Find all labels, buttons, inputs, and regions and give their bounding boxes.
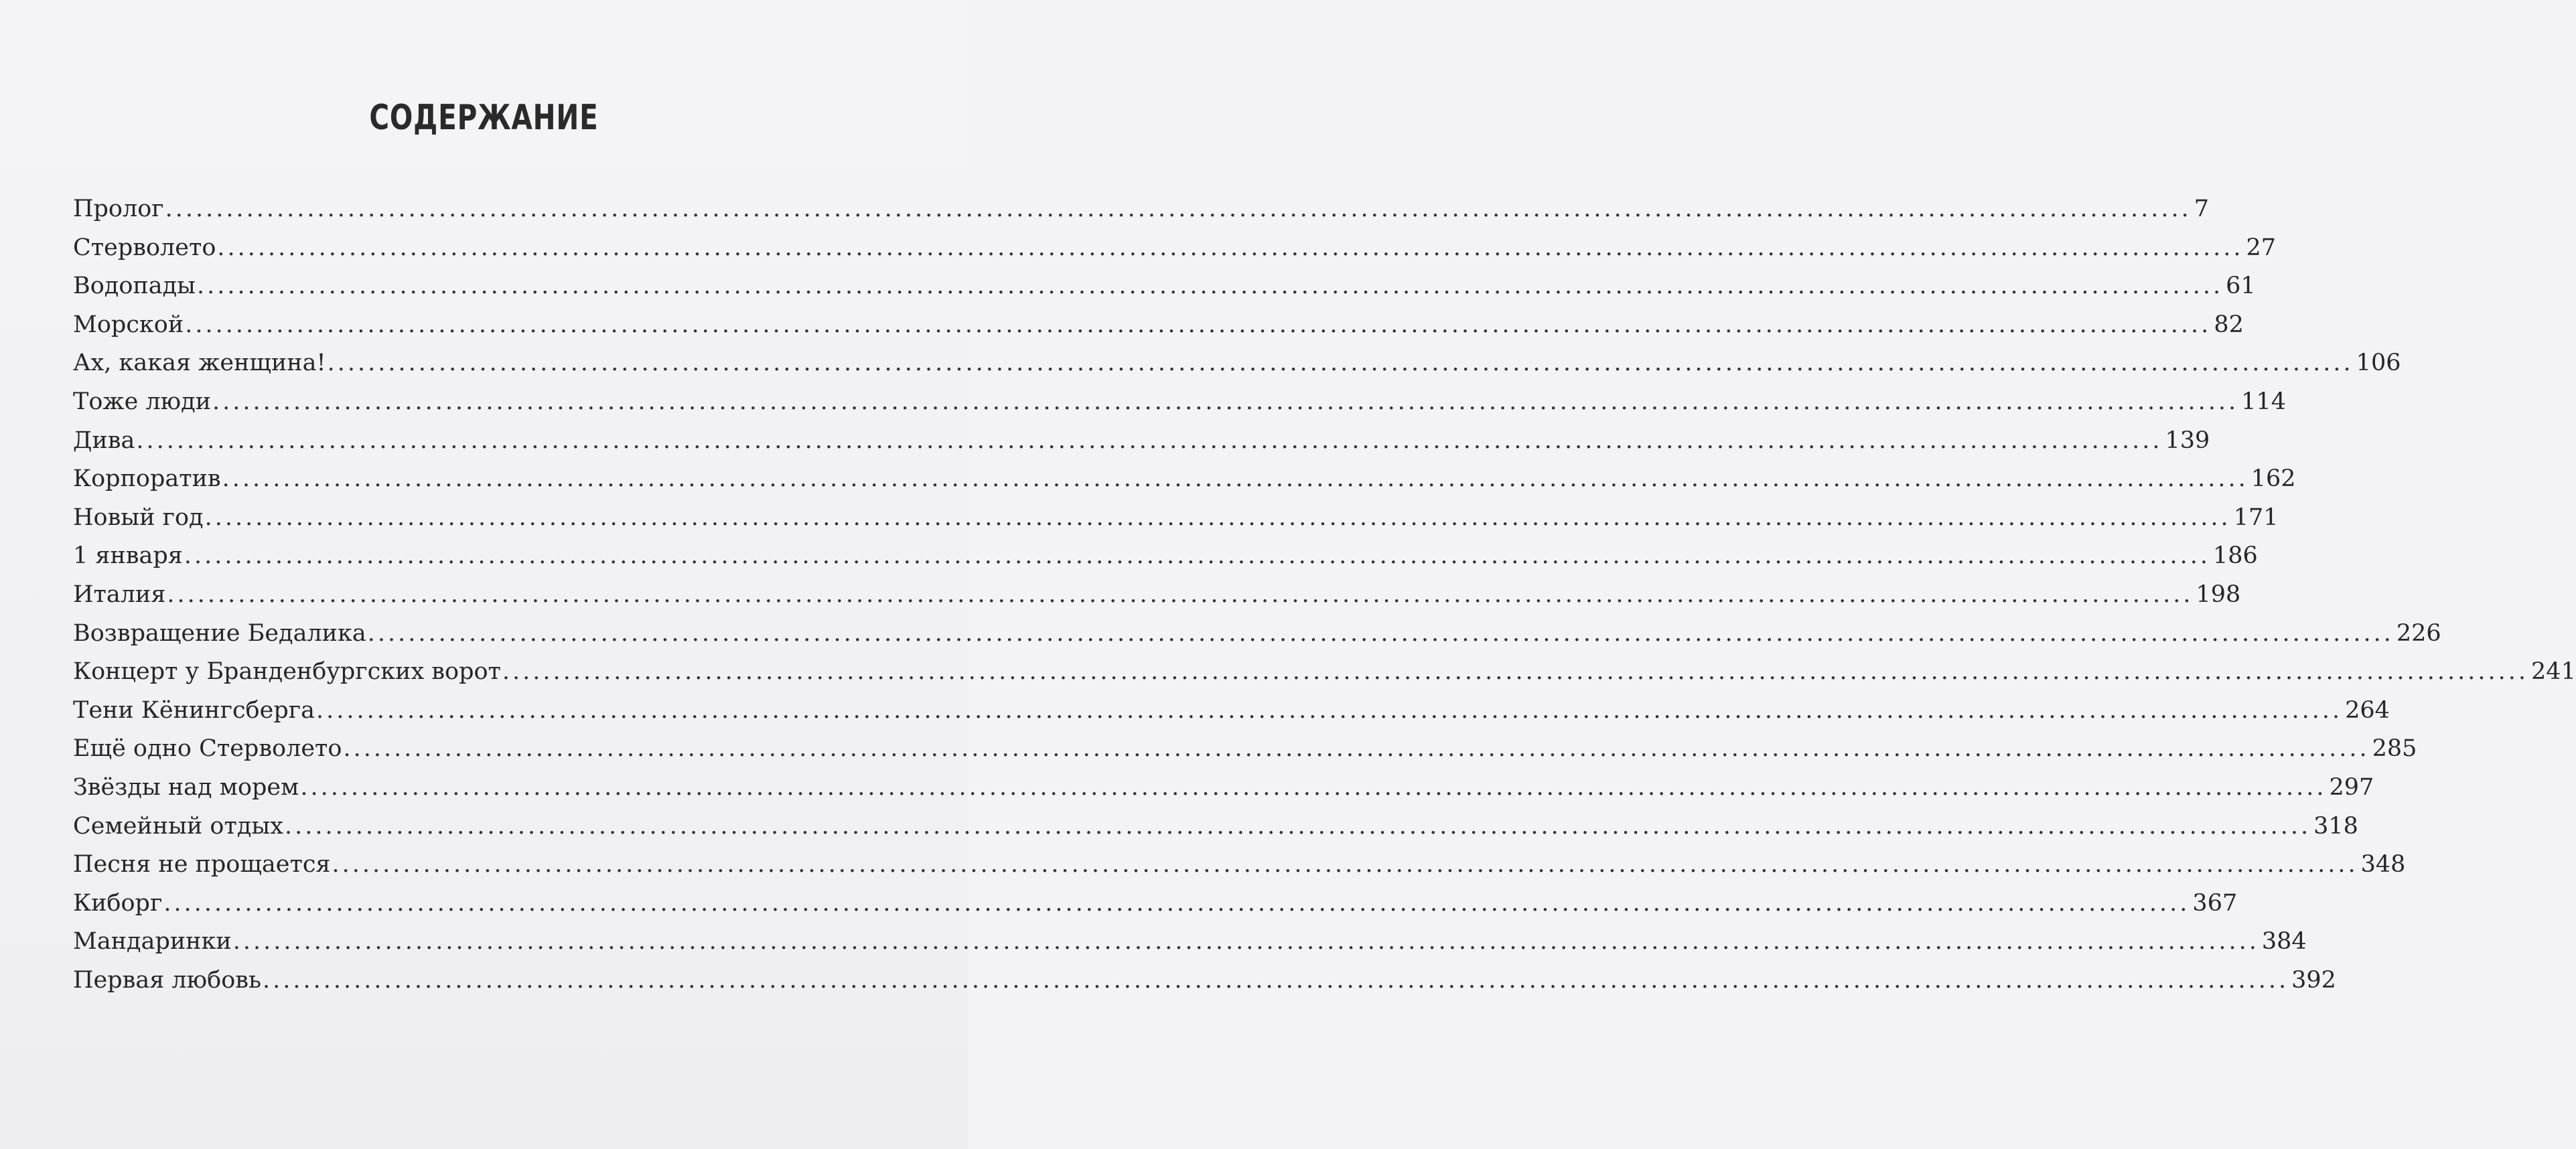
- toc-leader-dots: ........................................................................................................................................................................................................: [185, 311, 2212, 338]
- toc-entry-page: 106: [2356, 350, 2401, 377]
- toc-leader-dots: ........................................................................................................................................................................................................: [367, 619, 2394, 647]
- toc-entry-title: Корпоратив: [73, 465, 221, 493]
- toc-entry-title: Киборг: [73, 889, 163, 917]
- toc-entry-title: Водопады: [73, 273, 196, 300]
- toc-entry: [73, 576, 2241, 615]
- toc-entry-page: 367: [2192, 889, 2238, 917]
- toc-entry-page: 139: [2165, 427, 2210, 454]
- toc-entry-page: 198: [2196, 581, 2241, 608]
- toc-entry: [73, 499, 2279, 538]
- toc-entry-page: 348: [2360, 851, 2406, 878]
- toc-entry-title: Новый год: [73, 504, 204, 531]
- toc-entry: [73, 730, 2417, 769]
- toc-entry-page: 61: [2226, 273, 2256, 300]
- toc-entry-title: Концерт у Бранденбургских ворот: [73, 658, 501, 686]
- toc-entry: [73, 344, 2401, 383]
- toc-leader-dots: ........................................................................................................................................................................................................: [197, 273, 2224, 300]
- toc-entry: [73, 190, 2210, 229]
- toc-leader-dots: ........................................................................................................................................................................................................: [263, 966, 2289, 994]
- toc-leader-dots: ........................................................................................................................................................................................................: [212, 388, 2239, 415]
- toc-entry: [73, 692, 2390, 731]
- toc-entry-page: 186: [2212, 542, 2258, 570]
- toc-entry-title: 1 января: [73, 542, 183, 570]
- toc-entry-page: 171: [2233, 504, 2279, 531]
- toc-entry-title: Морской: [73, 311, 184, 338]
- toc-entry: [73, 229, 2277, 268]
- toc-entry: [73, 885, 2238, 923]
- toc-entry-page: 82: [2214, 311, 2244, 338]
- page-title: СОДЕРЖАНИЕ: [369, 98, 599, 138]
- toc-entry: [73, 267, 2256, 306]
- toc-leader-dots: ........................................................................................................................................................................................................: [204, 504, 2231, 531]
- toc-leader-dots: ........................................................................................................................................................................................................: [217, 234, 2244, 261]
- toc-entry: [73, 537, 2258, 576]
- toc-entry-page: 264: [2345, 696, 2390, 724]
- toc-leader-dots: ........................................................................................................................................................................................................: [343, 735, 2370, 763]
- toc-entry-page: 285: [2372, 735, 2417, 763]
- toc-leader-dots: ........................................................................................................................................................................................................: [167, 581, 2194, 608]
- toc-entry-page: 318: [2313, 812, 2358, 840]
- toc-leader-dots: ........................................................................................................................................................................................................: [232, 928, 2259, 955]
- toc-entry: [73, 615, 2441, 654]
- toc-entry: [73, 769, 2374, 808]
- toc-entry-title: Дива: [73, 427, 135, 454]
- toc-leader-dots: ........................................................................................................................................................................................................: [222, 465, 2248, 493]
- toc-leader-dots: ........................................................................................................................................................................................................: [165, 196, 2192, 222]
- toc-entry-title: Первая любовь: [73, 966, 262, 994]
- toc-leader-dots: ........................................................................................................................................................................................................: [300, 773, 2327, 801]
- toc-entry-title: Звёзды над морем: [73, 773, 299, 801]
- toc-entry-title: Тоже люди: [73, 388, 212, 415]
- toc-leader-dots: ........................................................................................................................................................................................................: [502, 658, 2529, 686]
- toc-entry-page: 27: [2246, 234, 2277, 261]
- toc-leader-dots: ........................................................................................................................................................................................................: [184, 542, 2210, 570]
- toc-entry: [73, 962, 2336, 1000]
- toc-entry-title: Песня не прощается: [73, 851, 331, 878]
- toc-entry-title: Тени Кёнингсберга: [73, 696, 315, 724]
- toc-entry-page: 297: [2329, 773, 2374, 801]
- toc-entry-title: Ещё одно Стерволето: [73, 735, 342, 763]
- toc-entry: [73, 846, 2406, 885]
- toc-entry-page: 114: [2241, 388, 2286, 415]
- toc-entry-page: 392: [2291, 966, 2336, 994]
- toc-entry-title: Семейный отдых: [73, 812, 283, 840]
- toc-leader-dots: ........................................................................................................................................................................................................: [327, 350, 2354, 377]
- toc-entry: [73, 653, 2576, 692]
- toc-entry-title: Стерволето: [73, 234, 216, 261]
- toc-entry: [73, 383, 2286, 422]
- toc-leader-dots: ........................................................................................................................................................................................................: [332, 851, 2358, 878]
- toc-entry-title: Италия: [73, 581, 166, 608]
- toc-leader-dots: ........................................................................................................................................................................................................: [315, 696, 2343, 724]
- toc-entry-title: Ах, какая женщина!: [73, 350, 326, 377]
- toc-entry-page: 241: [2531, 658, 2576, 686]
- toc-entry: [73, 422, 2210, 461]
- toc-entry-page: 7: [2194, 196, 2210, 222]
- toc-entry-title: Пролог: [73, 196, 164, 222]
- toc-leader-dots: ........................................................................................................................................................................................................: [284, 812, 2311, 840]
- toc-leader-dots: ........................................................................................................................................................................................................: [136, 427, 2163, 454]
- toc-entry: [73, 923, 2307, 962]
- toc-leader-dots: ........................................................................................................................................................................................................: [163, 889, 2190, 917]
- toc-entry-title: Возвращение Бедалика: [73, 619, 366, 647]
- toc-entry-title: Мандаринки: [73, 928, 232, 955]
- toc-entry-page: 384: [2261, 928, 2307, 955]
- toc-entry: [73, 306, 2244, 345]
- toc-entry: [73, 460, 2296, 499]
- toc-entry-page: 226: [2396, 619, 2441, 647]
- toc-entry-page: 162: [2250, 465, 2296, 493]
- toc-entry: [73, 808, 2358, 846]
- table-of-contents: [73, 190, 2576, 1000]
